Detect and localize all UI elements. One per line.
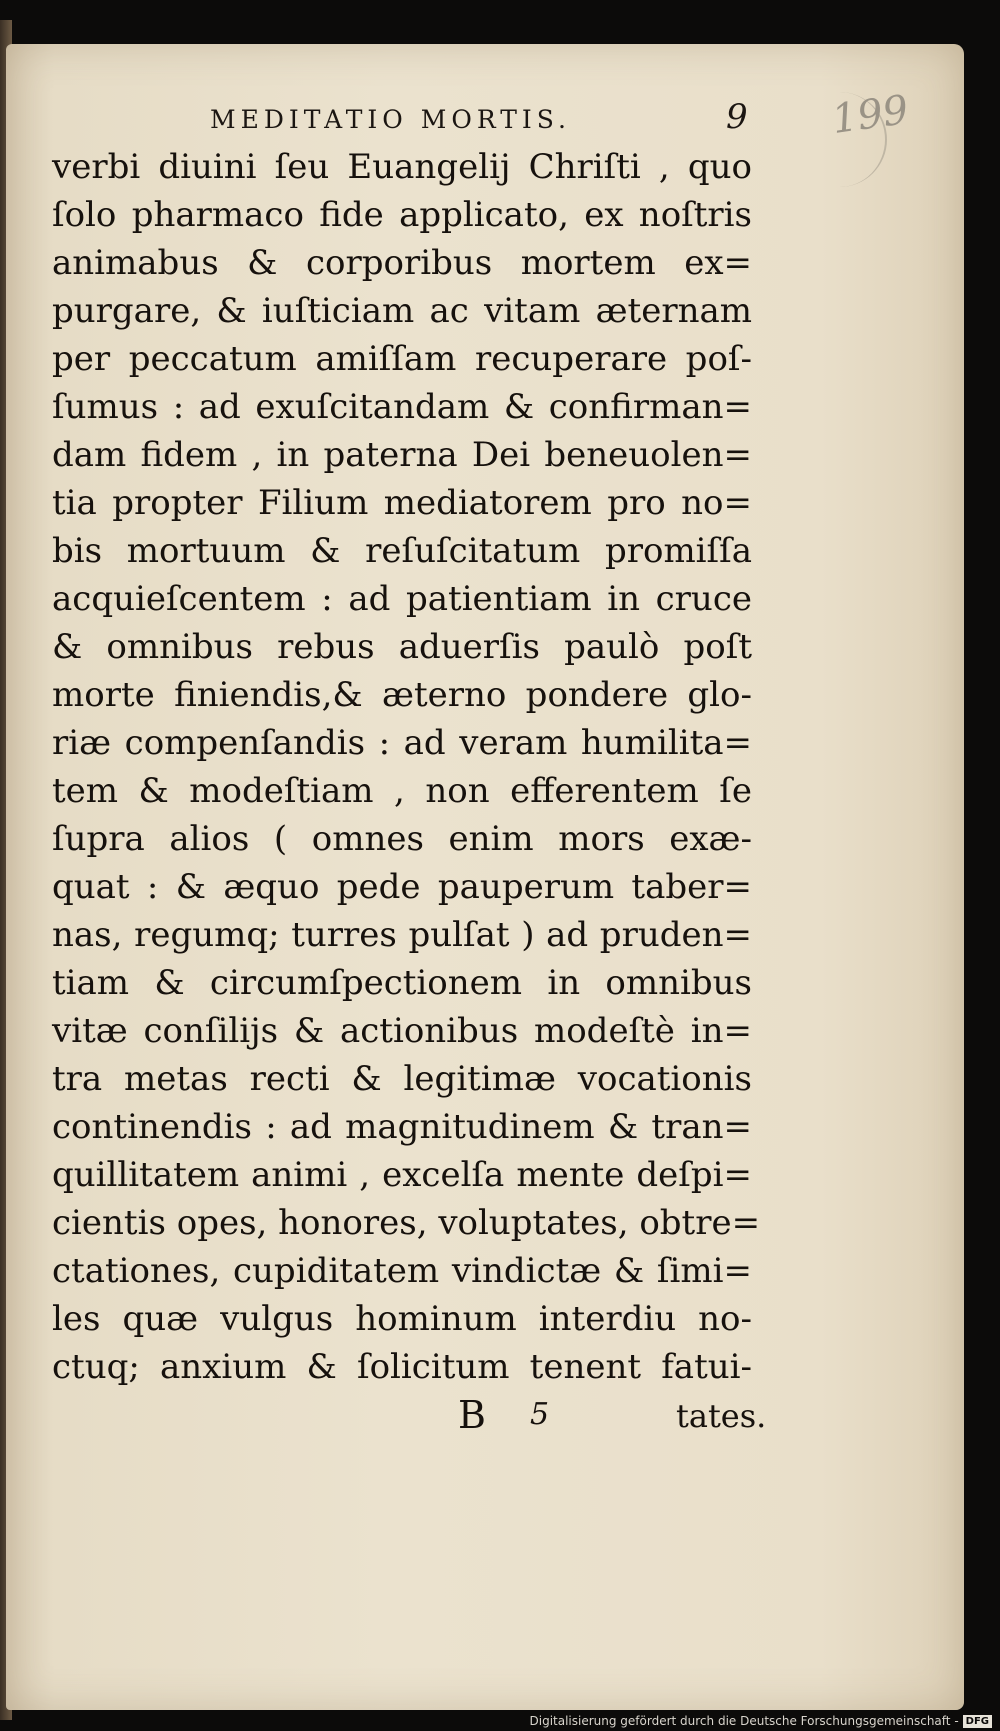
text-line: cientis opes, honores, voluptates, obtre= [52, 1203, 761, 1243]
text-line: quillitatem animi , excelſa mente deſpi= [52, 1155, 752, 1195]
dfg-logo: DFG [963, 1715, 992, 1728]
text-line: tem & modeſtiam , non efferentem ſe [52, 771, 752, 811]
signature-letter: B [458, 1393, 486, 1437]
digitization-credit [530, 1714, 993, 1728]
text-line: quat : & æquo pede pauperum taber= [52, 867, 752, 907]
text-line: riæ compenſandis : ad veram humilita= [52, 723, 752, 763]
text-line: tra metas recti & legitimæ vocationis [52, 1059, 752, 1099]
credit-text: Digitalisierung gefördert durch die Deutsche Forschungsgemeinschaft - [529, 1714, 959, 1728]
text-line: acquieſcentem : ad patientiam in cruce [52, 579, 752, 619]
running-title: MEDITATIO MORTIS. [210, 105, 571, 134]
text-line: ſumus : ad exuſcitandam & confirman= [52, 387, 752, 427]
body-text [52, 143, 761, 1391]
text-line: morte finiendis,& æterno pondere glo- [52, 675, 752, 715]
text-line: les quæ vulgus hominum interdiu no- [52, 1299, 752, 1339]
text-line: & omnibus rebus aduerſis paulò poſt [52, 627, 752, 667]
text-line: bis mortuum & reſuſcitatum promiſſa [52, 531, 752, 571]
text-line: ſupra alios ( omnes enim mors exæ- [52, 819, 752, 859]
catchword: tates. [676, 1397, 767, 1435]
text-line: nas, regumq; turres pulſat ) ad pruden= [52, 915, 752, 955]
text-line: continendis : ad magnitudinem & tran= [52, 1107, 752, 1147]
text-line: ctationes, cupiditatem vindictæ & ſimi= [52, 1251, 752, 1291]
signature-number: 5 [530, 1397, 550, 1432]
text-line: vitæ conſilijs & actionibus modeſtè in= [52, 1011, 752, 1051]
text-line: ctuq; anxium & ſolicitum tenent fatui- [52, 1347, 752, 1387]
text-line: animabus & corporibus mortem ex= [52, 243, 752, 283]
text-line: tia propter Filium mediatorem pro no= [52, 483, 752, 523]
text-line: per peccatum amiſſam recuperare poſ- [52, 339, 752, 379]
text-line: tiam & circumſpectionem in omnibus [52, 963, 752, 1003]
page-number: 9 [726, 97, 748, 137]
text-line: verbi diuini ſeu Euangelij Chriſti , quo [52, 147, 752, 187]
text-line: dam fidem , in paterna Dei beneuolen= [52, 435, 752, 475]
archive-folio-mark: 199 [829, 86, 912, 144]
text-line: purgare, & iuſticiam ac vitam æternam [52, 291, 752, 331]
text-line: ſolo pharmaco fide applicato, ex noſtris [52, 195, 752, 235]
